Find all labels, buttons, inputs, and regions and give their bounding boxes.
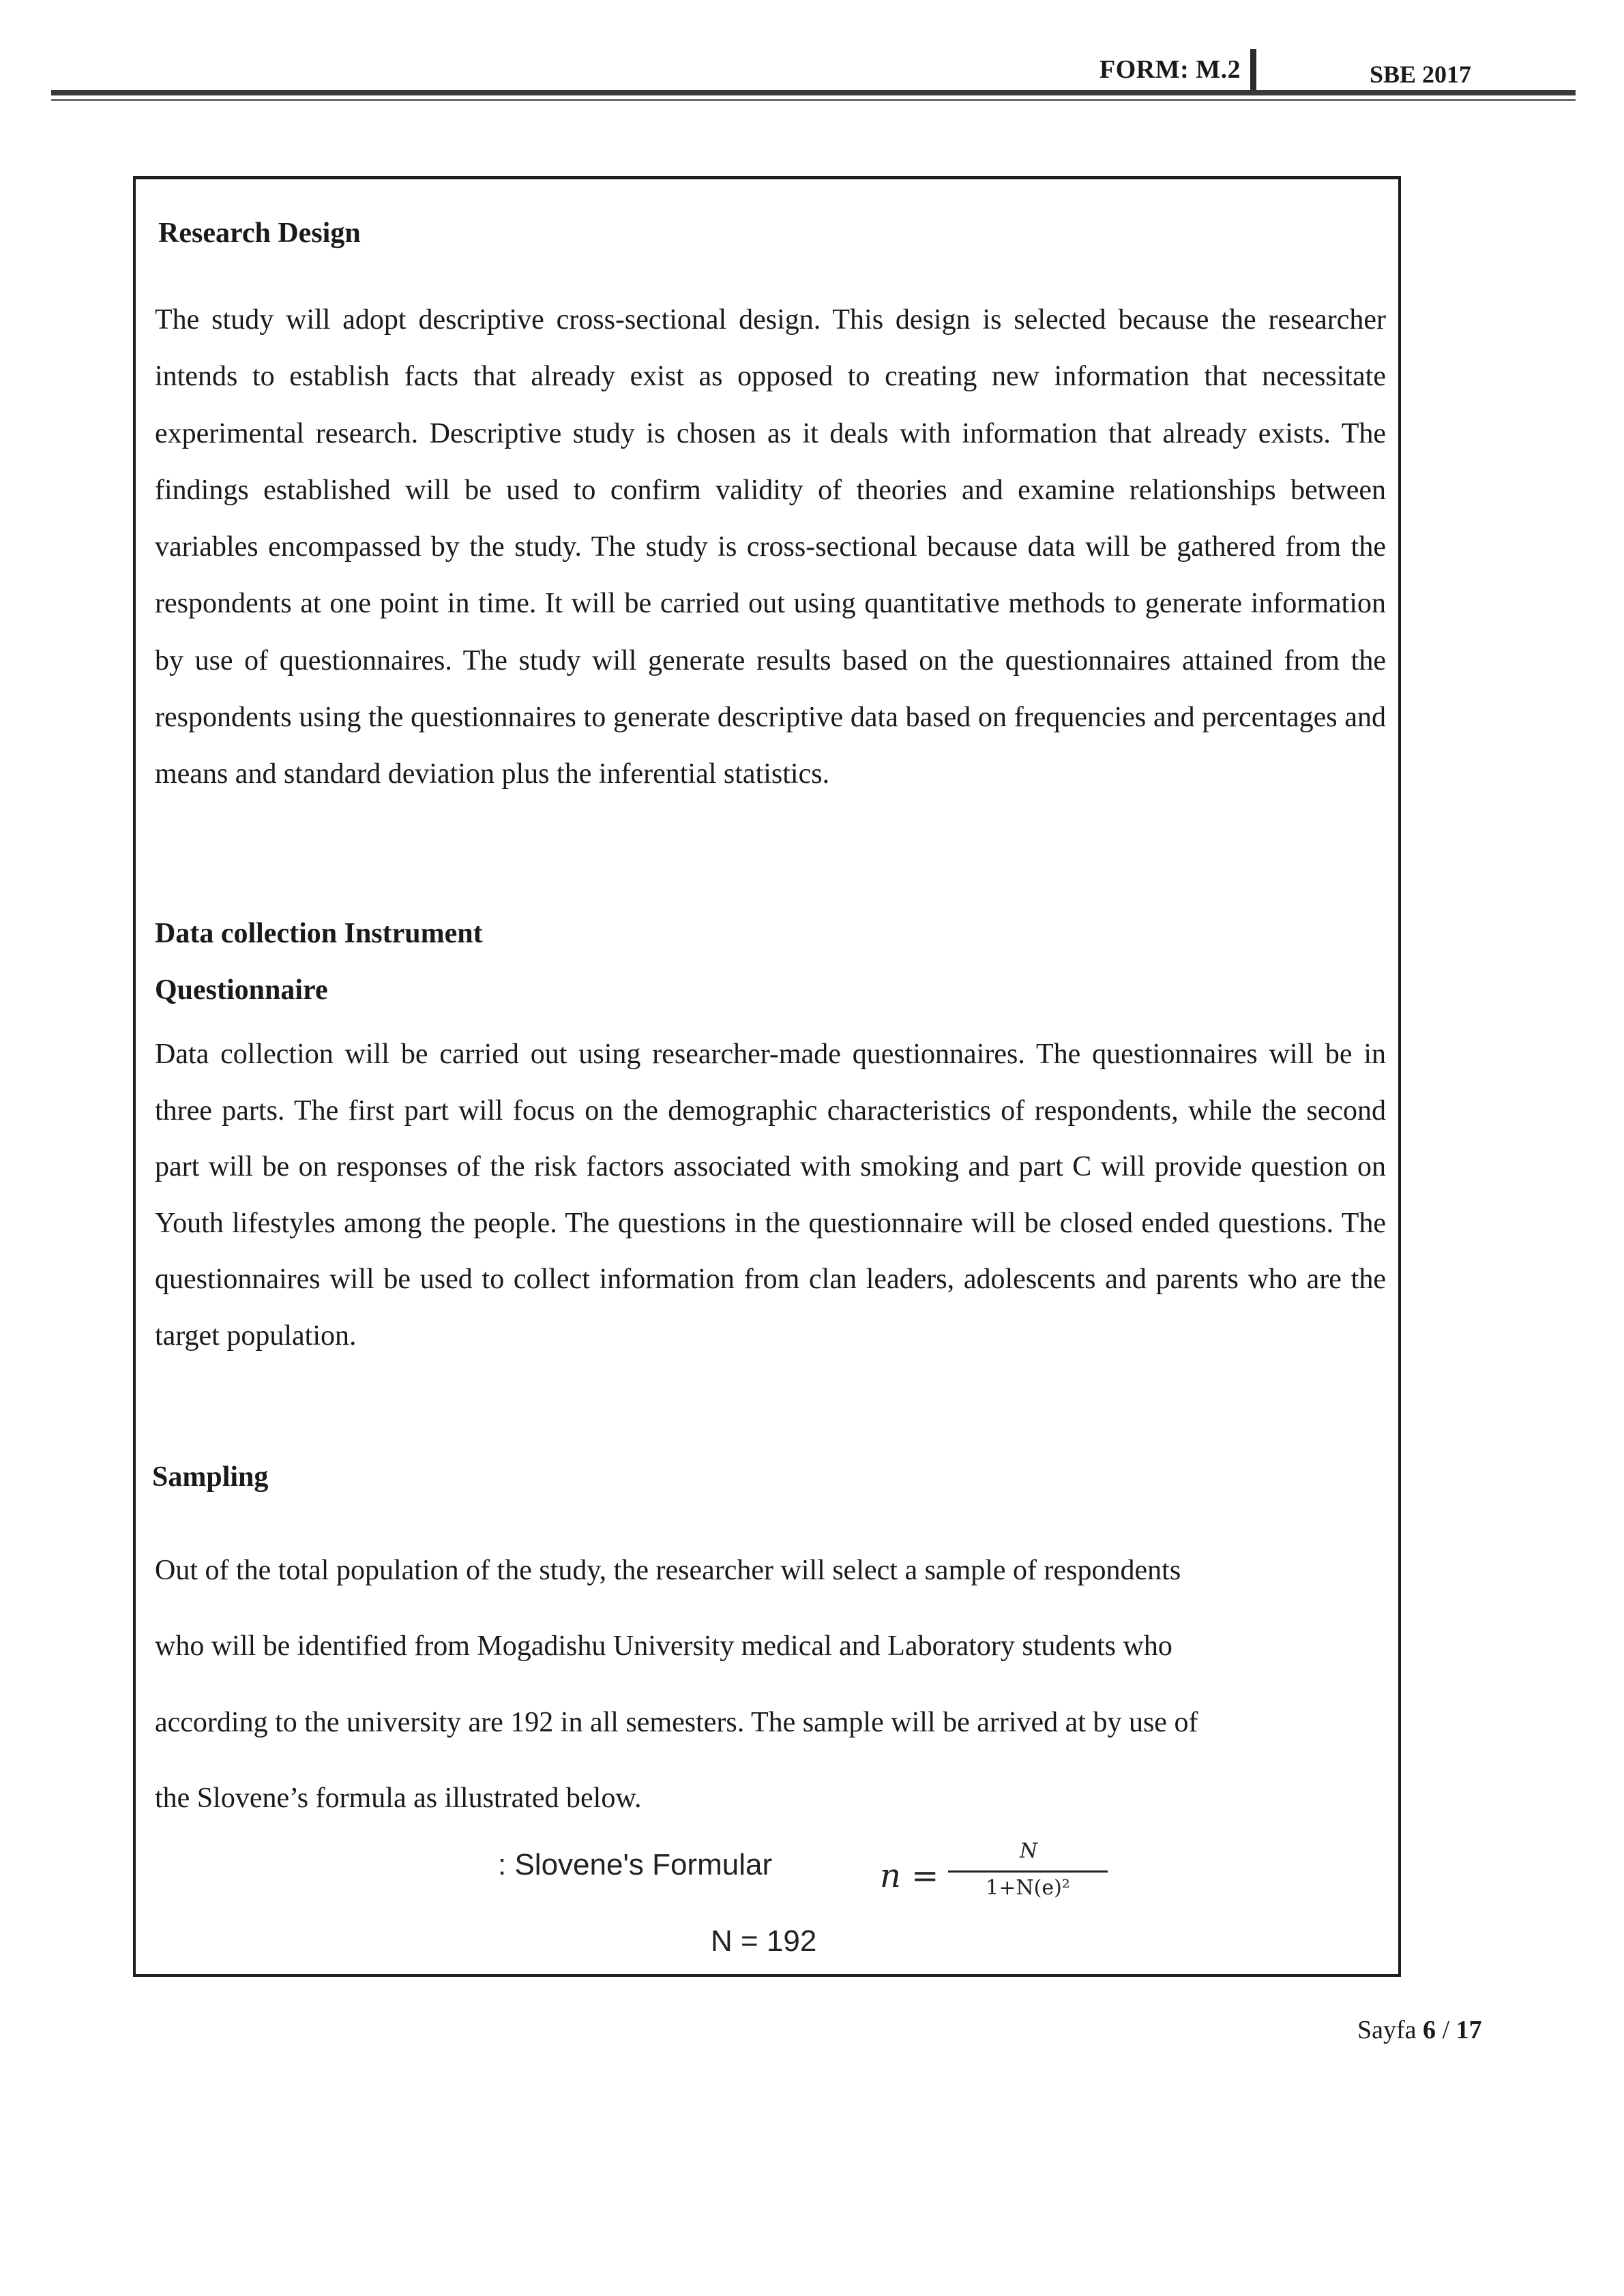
questionnaire-subheading: Questionnaire xyxy=(155,974,328,1006)
page-prefix: Sayfa xyxy=(1357,2016,1417,2044)
sampling-line: who will be identified from Mogadishu University medical and Laboratory students who xyxy=(155,1630,1172,1663)
fraction-bar xyxy=(948,1870,1108,1873)
header-divider xyxy=(1250,49,1256,95)
formula-label: : Slovene's Formular xyxy=(498,1848,773,1881)
page-number xyxy=(1357,2015,1482,2045)
formula-lhs: n = xyxy=(880,1857,939,1895)
page-total: 17 xyxy=(1456,2016,1482,2044)
sampling-line: the Slovene’s formula as illustrated below. xyxy=(155,1782,642,1814)
formula-denominator: 1+N(e)² xyxy=(986,1876,1070,1900)
data-collection-paragraph: Data collection will be carried out using researcher-made questionnaires. The questionnaires will be in three parts. The first part will focus on the demographic characteristics of respondents, while the second part will be on responses of the risk factors associated with smoking and part C will provide question on Youth lifestyles among the people. The questions in the questionnaire will be closed ended questions. The questionnaires will be used to collect information from clan leaders, adolescents and parents who are the target population. xyxy=(155,1039,1386,1352)
sampling-line: according to the university are 192 in all semesters. The sample will be arrived at by use of xyxy=(155,1706,1198,1738)
research-design-heading: Research Design xyxy=(158,218,361,249)
page-current: 6 xyxy=(1423,2016,1436,2044)
header-rule xyxy=(51,90,1576,95)
sbe-label: SBE 2017 xyxy=(1370,61,1472,88)
research-design-paragraph: The study will adopt descriptive cross-sectional design. This design is selected because the researcher intends to establish facts that already exist as opposed to creating new information that necessitate experimental research. Descriptive study is chosen as it deals with information that already exists. The findings established will be used to confirm validity of theories and examine relationships between variables encompassed by the study. The study is cross-sectional because data will be gathered from the respondents at one point in time. It will be carried out using quantitative methods to generate information by use of questionnaires. The study will generate results based on the questionnaires attained from the respondents using the questionnaires to generate descriptive data based on frequencies and percentages and means and standard deviation plus the inferential statistics. xyxy=(155,304,1386,790)
header-rule-thin xyxy=(51,99,1576,101)
data-collection-heading: Data collection Instrument xyxy=(155,918,483,949)
population-value: N = 192 xyxy=(711,1924,817,1958)
page-separator: / xyxy=(1442,2016,1450,2044)
sampling-heading: Sampling xyxy=(152,1461,269,1493)
form-code: FORM: M.2 xyxy=(1099,55,1241,84)
sampling-paragraph xyxy=(155,1533,1369,1836)
formula-numerator: N xyxy=(1019,1839,1038,1863)
sampling-line: Out of the total population of the study, the researcher will select a sample of respondents xyxy=(155,1555,1181,1586)
